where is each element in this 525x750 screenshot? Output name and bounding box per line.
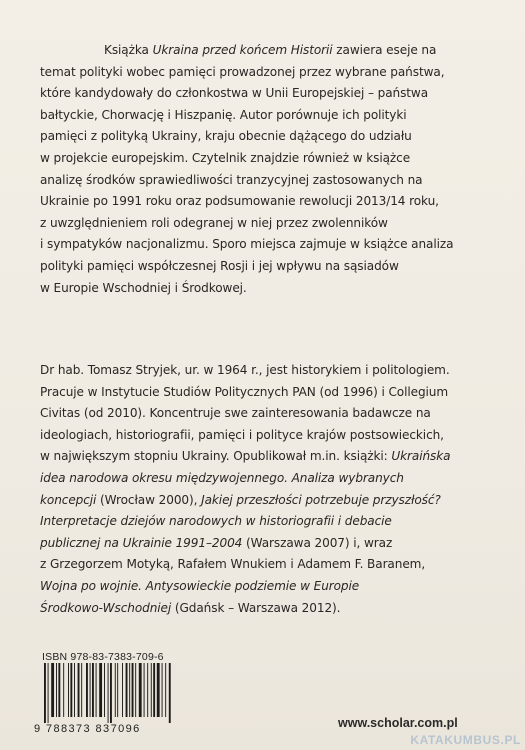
bio-line: Dr hab. Tomasz Stryjek, ur. w 1964 r., jest historykiem i politologiem. [40, 363, 450, 377]
barcode-bar [153, 663, 155, 717]
barcode-bar [44, 663, 46, 723]
barcode-bar [151, 663, 152, 717]
barcode-bar [99, 663, 102, 717]
barcode-icon [42, 663, 212, 723]
watermark: KATAKUMBUS.PL [410, 733, 521, 747]
barcode-bar [92, 663, 94, 717]
barcode-bar [115, 663, 116, 717]
barcode-bar [162, 663, 163, 717]
description-line: analizę środków sprawiedliwości tranzycyjnej zastosowanych na [40, 172, 423, 187]
bio-line [40, 511, 490, 533]
barcode-bar [51, 663, 54, 717]
barcode-bar [63, 663, 64, 717]
barcode-bar [108, 663, 109, 723]
barcode-bar [144, 663, 145, 717]
text-span: w największym stopniu Ukrainy. Opublikował m.in. książki: [40, 449, 392, 464]
text-span: (Wrocław 2000), [96, 492, 202, 507]
barcode-number: 9 788373 837096 [34, 723, 141, 735]
barcode-bar [48, 663, 49, 723]
barcode-bar [58, 663, 60, 717]
bio-line [40, 598, 490, 620]
italic-title: Ukraińska [391, 449, 451, 464]
italic-title: idea narodowa okresu międzywojennego. Analiza wybranych [40, 470, 404, 485]
description-line: w projekcie europejskim. Czytelnik znajdzie również w książce [40, 150, 411, 165]
barcode-bar [139, 663, 142, 717]
book-title: Ukraina przed końcem Historii [152, 43, 333, 57]
barcode-bar [81, 663, 82, 717]
italic-title: koncepcji [40, 492, 97, 507]
barcode-bar [132, 663, 134, 717]
description-line: które kandydowały do członkostwa w Unii Europejskiej – państwa [40, 86, 429, 101]
barcode-bar [90, 663, 91, 717]
barcode-bar [126, 663, 128, 717]
book-description [40, 40, 480, 299]
description-line: i sympatyków nacjonalizmu. Sporo miejsca zajmuje w książce analiza [40, 237, 454, 252]
barcode-bar [169, 663, 171, 723]
bio-line: Pracuje w Instytucie Studiów Politycznych PAN (od 1996) i Collegium [40, 384, 449, 399]
bio-line: z Grzegorzem Motyką, Rafałem Wnukiem i Adamem F. Baranem, [40, 557, 426, 572]
barcode-bar [96, 663, 97, 717]
text-span: Książka [104, 43, 153, 57]
barcode-bar [68, 663, 69, 717]
barcode-bar [104, 663, 105, 717]
barcode-bar [147, 663, 148, 717]
description-line: w Europie Wschodniej i Środkowej. [40, 280, 247, 295]
text-span: zawiera eseje na [332, 43, 437, 57]
bio-line: ideologiach, historiografii, pamięci i polityce krajów postsowieckich, [40, 427, 444, 442]
barcode-bar [122, 663, 123, 717]
isbn-label: ISBN 978-83-7383-709-6 [42, 651, 164, 663]
barcode-bar [110, 663, 112, 723]
barcode-bar [70, 663, 72, 717]
bio-line [40, 533, 490, 555]
italic-title: publicznej na Ukrainie 1991–2004 [40, 535, 243, 550]
italic-title: Środkowo-Wschodniej [40, 600, 172, 615]
barcode-bar [165, 663, 166, 717]
bio-line: Civitas (od 2010). Koncentruje swe zainteresowania badawcze na [40, 406, 431, 421]
description-line: z uwzględnieniem roli odegranej w niej przez zwolenników [40, 215, 388, 230]
description-line: pamięci z polityką Ukrainy, kraju obecnie dążącego do udziału [40, 129, 412, 144]
italic-title: Interpretacje dziejów narodowych w historiografii i debacie [40, 514, 392, 529]
bio-line [40, 490, 490, 512]
author-bio [40, 360, 490, 619]
description-line: polityki pamięci współczesnej Rosji i jej wpływu na sąsiadów [40, 258, 399, 273]
text-span: (Warszawa 2007) i, wraz [242, 535, 393, 550]
description-line [40, 40, 480, 62]
barcode-bar [78, 663, 80, 717]
barcode-bar [117, 663, 118, 717]
barcode-bar [135, 663, 136, 717]
text-span: (Gdańsk – Warszawa 2012). [171, 600, 341, 615]
barcode-bar [74, 663, 75, 717]
italic-title: Wojna po wojnie. Antysowieckie podziemie w Europie [40, 578, 360, 593]
bio-line [40, 576, 490, 598]
barcode-bar [86, 663, 88, 717]
description-line: bałtyckie, Chorwację i Hiszpanię. Autor porównuje ich polityki [40, 107, 407, 122]
barcode-bar [129, 663, 130, 717]
barcode-bar [157, 663, 160, 717]
bio-line [40, 446, 490, 468]
bio-line [40, 468, 490, 490]
italic-title: Jakiej przeszłości potrzebuje przyszłość? [201, 492, 441, 507]
publisher-url: www.scholar.com.pl [338, 716, 458, 730]
description-line: temat polityki wobec pamięci prowadzonej przez wybrane państwa, [40, 64, 445, 79]
description-line: Ukrainie po 1991 roku oraz podsumowanie rewolucji 2013/14 roku, [40, 194, 439, 209]
barcode-bar [56, 663, 57, 717]
